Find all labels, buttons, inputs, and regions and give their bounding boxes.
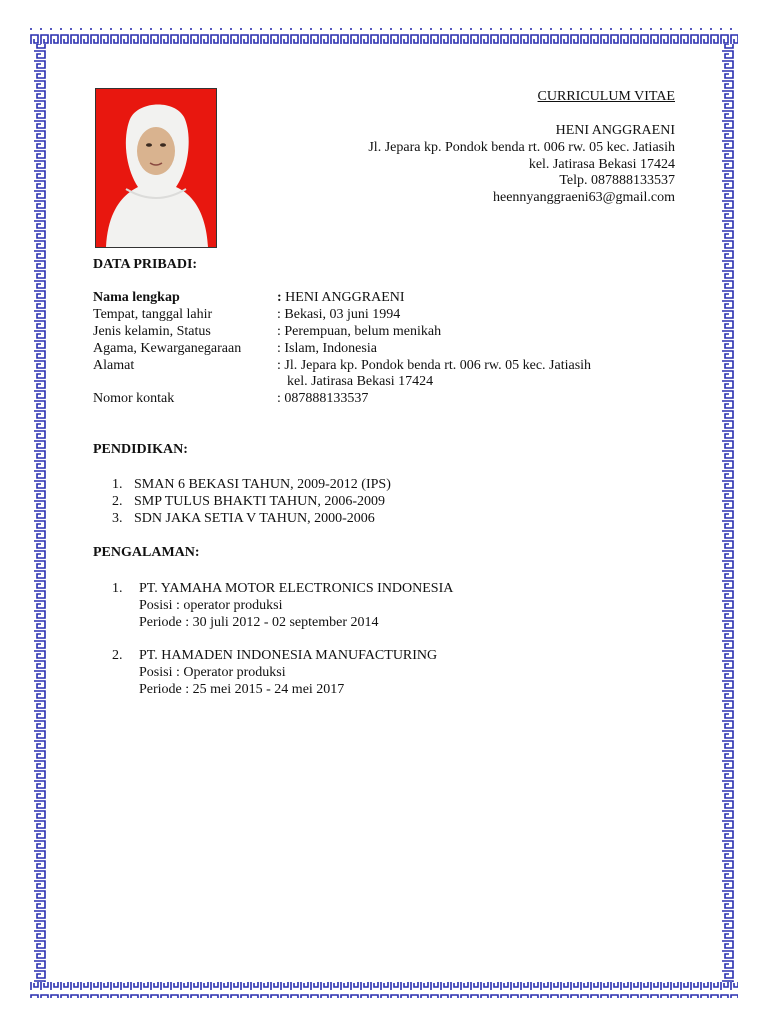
header-email: heennyanggraeni63@gmail.com [493,190,675,205]
list-item-number: 1. [112,581,123,596]
list-item-number: 3. [112,511,123,526]
experience-company: PT. YAMAHA MOTOR ELECTRONICS INDONESIA [139,581,454,596]
personal-value: : 087888133537 [277,391,369,406]
profile-photo [95,88,217,248]
section-heading-education: PENDIDIKAN: [93,442,188,457]
experience-position: Posisi : Operator produksi [139,665,286,680]
personal-value: : Bekasi, 03 juni 1994 [277,307,401,322]
personal-label: Alamat [93,358,135,373]
personal-label: Tempat, tanggal lahir [93,307,213,322]
experience-position: Posisi : operator produksi [139,598,283,613]
personal-value: : Islam, Indonesia [277,341,377,356]
personal-label: Jenis kelamin, Status [93,324,211,339]
header-address-line2: kel. Jatirasa Bekasi 17424 [528,157,675,172]
list-item: SDN JAKA SETIA V TAHUN, 2000-2006 [134,511,375,526]
header-name: HENI ANGGRAENI [555,123,675,138]
personal-label: Nama lengkap [93,290,180,305]
section-heading-experience: PENGALAMAN: [93,545,200,560]
document-title: CURRICULUM VITAE [537,89,675,104]
person-portrait-icon [96,89,216,247]
header-address-line1: Jl. Jepara kp. Pondok benda rt. 006 rw. 05 kec. Jatiasih [368,140,675,155]
personal-value: : HENI ANGGRAENI [277,290,405,305]
experience-period: Periode : 30 juli 2012 - 02 september 2014 [139,615,379,630]
header-phone: Telp. 087888133537 [559,173,675,188]
experience-period: Periode : 25 mei 2015 - 24 mei 2017 [139,682,345,697]
experience-company: PT. HAMADEN INDONESIA MANUFACTURING [139,648,438,663]
list-item: SMAN 6 BEKASI TAHUN, 2009-2012 (IPS) [134,477,391,492]
list-item-number: 1. [112,477,123,492]
list-item: SMP TULUS BHAKTI TAHUN, 2006-2009 [134,494,386,509]
personal-value: : Perempuan, belum menikah [277,324,442,339]
list-item-number: 2. [112,494,123,509]
personal-value-text: HENI ANGGRAENI [281,290,405,305]
section-heading-personal: DATA PRIBADI: [93,257,198,272]
list-item-number: 2. [112,648,123,663]
personal-value: : Jl. Jepara kp. Pondok benda rt. 006 rw. 05 kec. Jatiasih [277,358,592,373]
personal-label: Nomor kontak [93,391,175,406]
personal-label: Agama, Kewarganegaraan [93,341,242,356]
personal-value-continued: kel. Jatirasa Bekasi 17424 [287,374,434,389]
